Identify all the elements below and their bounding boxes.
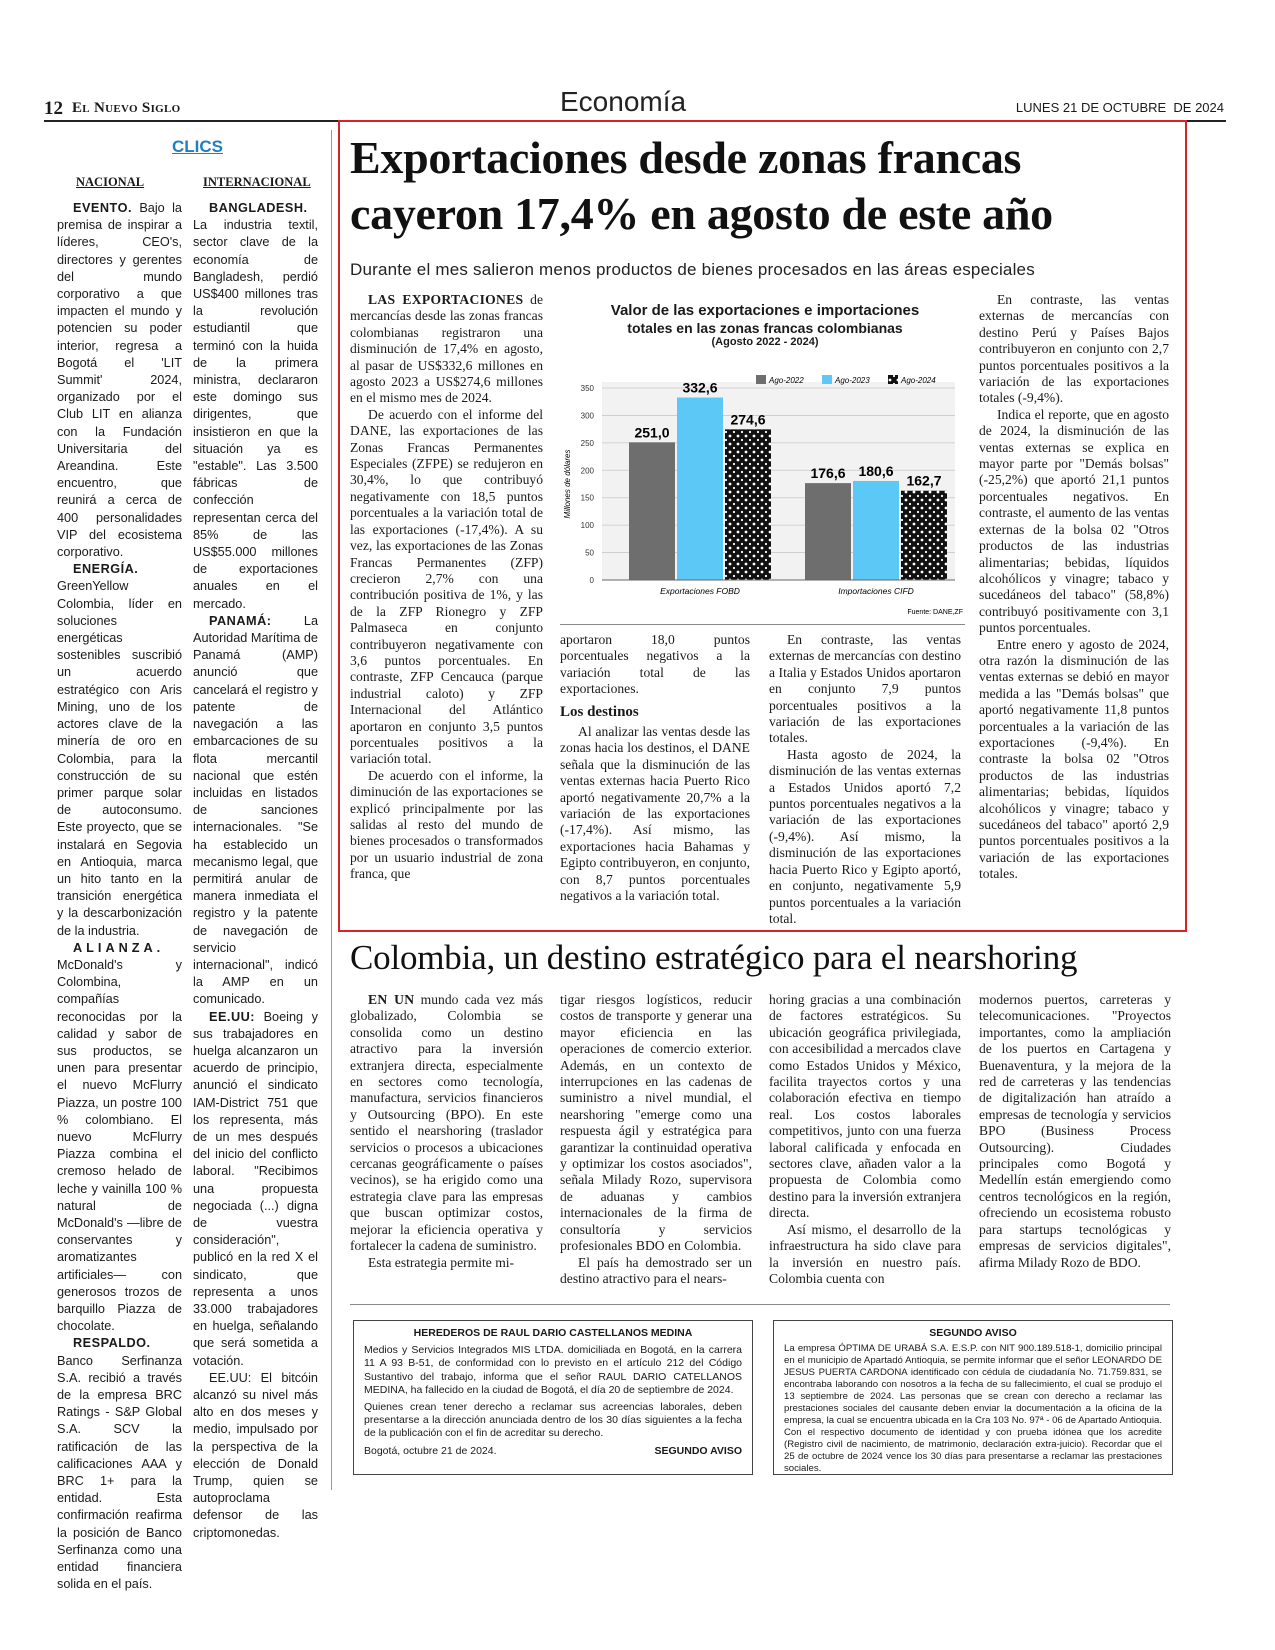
paragraph: aportaron 18,0 puntos porcentuales negativos a la variación total de las exportaciones. <box>560 632 750 697</box>
category-label: Exportaciones FOBD <box>660 586 740 596</box>
paragraph: Hasta agosto de 2024, la disminución de las ventas externas a Estados Unidos aportó 7,2 puntos porcentuales negativos a la variación de las exportaciones (-9,4%). Así mismo, la disminución de las exportaciones hacia Puerto Rico y Egipto aportó, en conjunto, negativamente 5,9 puntos porcentuales a la variación total. <box>769 746 961 926</box>
chart-source: Fuente: DANE,ZF <box>907 609 963 616</box>
paragraph: Indica el reporte, que en agosto de 2024, la disminución de las ventas externas se explica en mayor parte por "Demás bolsas" (-25,2%) que aportó 21,1 puntos porcentuales negativos. En contraste, el aumento de las ventas externas de la bolsa 02 "Otros productos de las industrias alimentarias; bebidas, líquidos alcohólicos y vinagre; tabaco y sucedáneos del tabaco" (58,8%) contribuyó positivamente con 3,1 puntos porcentuales. <box>979 406 1169 636</box>
second-col-2 <box>560 992 752 1287</box>
legal-notice-right <box>773 1320 1173 1475</box>
bar <box>901 491 947 580</box>
headline-line-1: Exportaciones desde zonas francas <box>350 132 1022 183</box>
y-tick-label: 300 <box>580 411 594 421</box>
notice-title: HEREDEROS DE RAUL DARIO CASTELLANOS MEDINA <box>413 1327 693 1339</box>
category-label: Importaciones CIFD <box>838 586 914 596</box>
paragraph: El país ha demostrado ser un destino atractivo para el nears- <box>560 1254 752 1286</box>
issue-date: LUNES 21 DE OCTUBRE DE 2024 <box>1015 100 1224 115</box>
bar-value-label: 251,0 <box>634 424 670 441</box>
national-header: NACIONAL <box>76 175 145 189</box>
bar-value-label: 176,6 <box>810 465 846 482</box>
y-axis-label: Millones de dólares <box>563 449 572 519</box>
paper-name: El Nuevo Siglo <box>72 100 181 116</box>
second-col-3 <box>769 992 961 1287</box>
bar <box>725 429 771 580</box>
main-col-2 <box>560 632 750 905</box>
international-header: INTERNACIONAL <box>203 175 311 189</box>
bar <box>677 398 723 580</box>
main-headline <box>350 130 1180 242</box>
paragraph: tigar riesgos logísticos, reducir costos de transporte y generar una mayor eficiencia en las operaciones de comercio exterior. Además, en un contexto de interrupciones en las cadenas de suministro a nivel mundial, el nearshoring "emerge como una respuesta ágil y estratégica para garantizar la continuidad operativa y optimizar los costos asociados", señala Milady Rozo, supervisora de aduanas y cambios internacionales de la firma de consultoría y servicios profesionales BDO en Colombia. <box>560 992 752 1254</box>
main-col-4 <box>979 292 1169 883</box>
second-headline: Colombia, un destino estratégico para el nearshoring <box>350 938 1078 977</box>
column-divider <box>331 130 332 1490</box>
bar-value-label: 180,6 <box>858 462 894 479</box>
clics-item: ALIANZA. McDonald's y Colombina, compañías reconocidas por la calidad y sabor de sus productos, se unen para presentar el nuevo McFlurry Piazza, un postre 100 % colombiano. El nuevo McFlurry Piazza combina el cremoso helado de leche y vainilla 100 % natural de McDonald's —libre de conservantes y aromatizantes artificiales— con generosos trozos de barquillo Piazza de chocolate. <box>57 940 182 1334</box>
paragraph: Al analizar las ventas desde las zonas hacia los destinos, el DANE señala que la disminución de las ventas externas hacia Puerto Rico aportó negativamente 20,7% a la variación de las exportaciones (-17,4%). Así mismo, las exportaciones hacia Bahamas y Egipto contribuyeron, en conjunto, con 8,7 puntos porcentuales negativos a la variación total. <box>560 724 750 904</box>
subhead: Los destinos <box>560 703 639 720</box>
clics-title: CLICS <box>172 137 223 156</box>
headline-line-2: cayeron 17,4% en agosto de este año <box>350 188 1053 239</box>
chart-subtitle: totales en las zonas francas colombianas <box>627 320 903 336</box>
bar <box>629 442 675 580</box>
paragraph: Esta estrategia permite mi- <box>368 1254 515 1270</box>
main-col-1 <box>350 292 543 883</box>
y-tick-label: 0 <box>589 576 594 585</box>
notice-paragraph: Medios y Servicios Integrados MIS LTDA. domiciliada en Bogotá, en la carrera 11 A 93 B-51, de conformidad con lo previsto en el artículo 212 del Código Sustantivo del trabajo, informa que el señor RAUL DARIO CATELLANOS MEDINA, ha fallecido en la ciudad de Bogotá, el día 20 de septiembre de 2024. <box>364 1344 742 1396</box>
clics-item: ENERGÍA. GreenYellow Colombia, líder en soluciones energéticas sostenibles suscribió un acuerdo estratégico con Aris Mining, uno de los actores clave de la minería de oro en Colombia, para la construcción de su primer parque solar de autoconsumo. Este proyecto, que se instalará en Segovia en Antioquia, marca un hito tanto en la transición energética y la descarbonización de la industria. <box>57 562 182 938</box>
notice-paragraph: Quienes crean tener derecho a reclamar sus acreencias laborales, deben presentarse a la dirección anunciada dentro de los 30 días siguientes a la fecha de la publicación con el fin de acreditar su derecho. <box>364 1401 742 1440</box>
paragraph: horing gracias a una combinación de factores estratégicos. Su ubicación geográfica privilegiada, con accesibilidad a mercados clave como Estados Unidos y México, facilita trayectos cortos y una colaboración efectiva en tiempo real. Los costos laborales competitivos, junto con una fuerza laboral calificada y enfocada en sectores clave, añaden valor a la propuesta de Colombia como destino para la inversión extranjera directa. <box>769 992 961 1221</box>
bar-value-label: 332,6 <box>682 379 718 396</box>
second-col-1 <box>350 992 543 1271</box>
main-subtitle: Durante el mes salieron menos productos de bienes procesados en las áreas especiales <box>350 260 1035 279</box>
legend-label: Ago-2024 <box>901 376 936 385</box>
paragraph: LAS EXPORTACIONES de mercancías desde las zonas francas colombianas registraron una disminución de 17,4% en agosto, al pasar de US$332,6 millones en agosto 2023 a US$274,6 millones en el mismo mes de 2024. <box>350 292 543 406</box>
legal-notice-left <box>353 1320 753 1475</box>
notice-paragraph: La empresa ÓPTIMA DE URABÁ S.A. E.S.P. con NIT 900.189.518-1, domicilio principal en el municipio de Apartadó Antioquia, se permite informar que el señor LEONARDO DE JESUS PUERTA CARDONA identificado con cédula de ciudadanía No. 71.759.831, se encontraba laborando con nosotros a la fecha de su fallecimiento, el cual se produjo el 13 septiembre de 2024. Las personas que se crean con derecho a reclamar las prestaciones sociales del causante deben enviar la documentación a la oficina de la empresa, la cual se encuentra ubicada en la Cra 103 No. 97ª - 06 de Apartado Antioquia. Con el respectivo documento de identidad y con prueba idónea que los acredite (Registro civil de nacimiento, de matrimonio, declaración extra-juicio). Recordar que el 25 de octubre de 2024 vence los 30 días para presentarse a reclamar las prestaciones sociales. <box>784 1343 1162 1474</box>
clics-item: BANGLADESH. La industria textil, sector clave de la economía de Bangladesh, perdió US$400 millones tras la revolución estudiantil que terminó con la huida de la primera ministra, declararon este domingo sus dirigentes, que insistieron en que la situación ya es "estable". Las 3.500 fábricas de confección representan cerca del 85% de las US$55.000 millones de exportaciones anuales en el mercado. <box>193 201 318 611</box>
paragraph: EN UN mundo cada vez más globalizado, Colombia se consolida como un destino atractivo para la inversión extranjera directa, especialmente en sectores como tecnología, manufactura, servicios financieros y Outsourcing (BPO). En este sentido el nearshoring (traslador servicios o procesos a ubicaciones cercanas geográficamente o países vecinos), se ha erigido como una estrategia clave para las empresas que buscan optimizar costos, mejorar la eficiencia operativa y fortalecer la cadena de suministro. <box>350 992 544 1254</box>
legend-swatch <box>822 375 832 384</box>
paragraph: Así mismo, el desarrollo de la infraestructura ha sido clave para la inversión en nuestro país. Colombia cuenta con <box>769 1221 961 1286</box>
clics-item: PANAMÁ: La Autoridad Marítima de Panamá (AMP) anunció que cancelará el registro y patente de navegación a las embarcaciones de su flota mercantil nacional que estén incluidas en listados de sanciones internacionales. "Se ha establecido un mecanismo legal, que permitirá anular de manera inmediata el registro y la patente de navegación de servicio internacional", indicó la AMP en un comunicado. <box>193 613 318 1007</box>
legend-swatch <box>888 375 898 384</box>
y-tick-label: 50 <box>585 548 594 558</box>
paragraph: De acuerdo con el informe del DANE, las exportaciones de las Zonas Francas Permanentes Especiales (ZFPE) se redujeron en 30,4%, lo que contribuyó negativamente con 18,5 puntos porcentuales a la variación total de las exportaciones (-17,4%). A su vez, las exportaciones de las Zonas Francas Permanentes (ZFP) crecieron 2,7% con una contribución positiva de 1%, y las de la ZFP Rionegro y ZFP Palmaseca en conjunto contribuyeron negativamente con 3,6 puntos porcentuales. En contraste, ZFP Cencauca (parque industrial caloto) y ZFP Internacional del Atlántico aportaron en conjunto 3,5 puntos porcentuales positivos a la variación total. <box>350 406 543 767</box>
clics-item: EE.UU: Boeing y sus trabajadores en huelga alcanzaron un acuerdo de principio, anunció el sindicato IAM-District 751 que los representa, más de un mes después del inicio del conflicto laboral. "Recibimos una propuesta negociada (...) digna de vuestra consideración", publicó en la red X el sindicato, que representa a unos 33.000 trabajadores en huelga, señalando que será sometida a votación. <box>193 1009 318 1368</box>
bar <box>853 481 899 580</box>
clics-international-column <box>193 200 318 1542</box>
chart-container <box>560 298 970 623</box>
paragraph: modernos puertos, carreteras y telecomunicaciones. "Proyectos importantes, como la ampliación de los puertos en Cartagena y Buenaventura, y la mejora de la red de carreteras y las tendencias de digitalización han atraído a empresas de tecnología y servicios BPO (Business Process Outsourcing). Ciudades principales como Bogotá y Medellín están emergiendo como centros tecnológicos en la región, ofreciendo un ecosistema robusto para startups tecnológicas y empresas de servicios digitales", afirma Milady Rozo de BDO. <box>979 992 1171 1270</box>
paragraph: En contraste, las ventas externas de mercancías con destino Perú y Países Bajos contribuyeron en conjunto con 2,7 puntos porcentuales positivos a la variación de las exportaciones totales (-9,4%). <box>979 292 1169 406</box>
y-tick-label: 100 <box>580 521 594 531</box>
chart-rule <box>560 624 965 625</box>
bar <box>805 483 851 580</box>
clics-item: EE.UU: El bitcóin alcanzó su nivel más alto en dos meses y medio, impulsado por la perspectiva de la elección de Donald Trump, quien se autoproclama defensor de las criptomonedas. <box>193 1370 318 1540</box>
legend-label: Ago-2022 <box>769 376 804 385</box>
notices-rule <box>350 1304 1170 1305</box>
y-tick-label: 250 <box>580 438 594 448</box>
notice-label: SEGUNDO AVISO <box>654 1444 742 1457</box>
bar-value-label: 162,7 <box>906 472 942 489</box>
clics-item: EVENTO. Bajo la premisa de inspirar a líderes, CEO's, directores y gerentes del mundo corporativo a que impacten el mundo y potencien su poder interior, regresa a Bogotá el 'LIT Summit' 2024, organizado por el Club LIT en alianza con la Fundación Universitaria del Areandina. Este encuentro, que reunirá a cerca de 400 personalidades VIP del ecosistema corporativo. <box>57 201 182 560</box>
paragraph: En contraste, las ventas externas de mercancías con destino a Italia y Estados Unidos aportaron en conjunto 7,9 puntos porcentuales positivos a la variación de las exportaciones totales. <box>769 632 961 746</box>
main-col-3 <box>769 632 961 927</box>
chart-period: (Agosto 2022 - 2024) <box>711 336 819 348</box>
notice-title: SEGUNDO AVISO <box>929 1327 1017 1339</box>
paragraph: Entre enero y agosto de 2024, otra razón la disminución de las ventas externas se debió en mayor medida a las "Demás bolsas" que aportó negativamente 11,8 puntos porcentuales a la variación de las exportaciones (-9,4%). En contraste la bolsa 02 "Otros productos de las industrias alimentarias; bebidas, líquidos alcohólicos y vinagre; tabaco y sucedáneos del tabaco" aportó 2,9 puntos porcentuales positivos a la variación de las exportaciones totales. <box>979 636 1169 882</box>
second-col-4 <box>979 992 1171 1271</box>
bar-value-label: 274,6 <box>730 411 766 428</box>
notice-date: Bogotá, octubre 21 de 2024. <box>364 1444 497 1457</box>
page-number: 12 <box>44 98 63 119</box>
paragraph: De acuerdo con el informe, la diminución de las exportaciones se explicó principalmente por las salidas al resto del mundo de bienes procesados o transformados por un usuario industrial de zona franca, que <box>350 767 543 882</box>
clics-item: RESPALDO. Banco Serfinanza S.A. recibió a través de la empresa BRC Ratings - S&P Global S.A. SCV la ratificación de las calificaciones AAA y BRC 1+ para la entidad. Esta confirmación reafirma la posición de Banco Serfinanza como una entidad financiera solida en el país. <box>57 1336 182 1592</box>
page-header <box>44 86 1224 122</box>
y-tick-label: 350 <box>580 384 594 393</box>
y-tick-label: 200 <box>580 466 594 476</box>
legend-swatch <box>756 375 766 384</box>
bar-chart <box>560 354 970 624</box>
y-tick-label: 150 <box>580 493 594 503</box>
legend-label: Ago-2023 <box>835 376 870 385</box>
chart-title: Valor de las exportaciones e importaciones <box>610 302 920 319</box>
clics-national-column <box>57 200 182 1593</box>
section-title: Economía <box>560 86 687 117</box>
